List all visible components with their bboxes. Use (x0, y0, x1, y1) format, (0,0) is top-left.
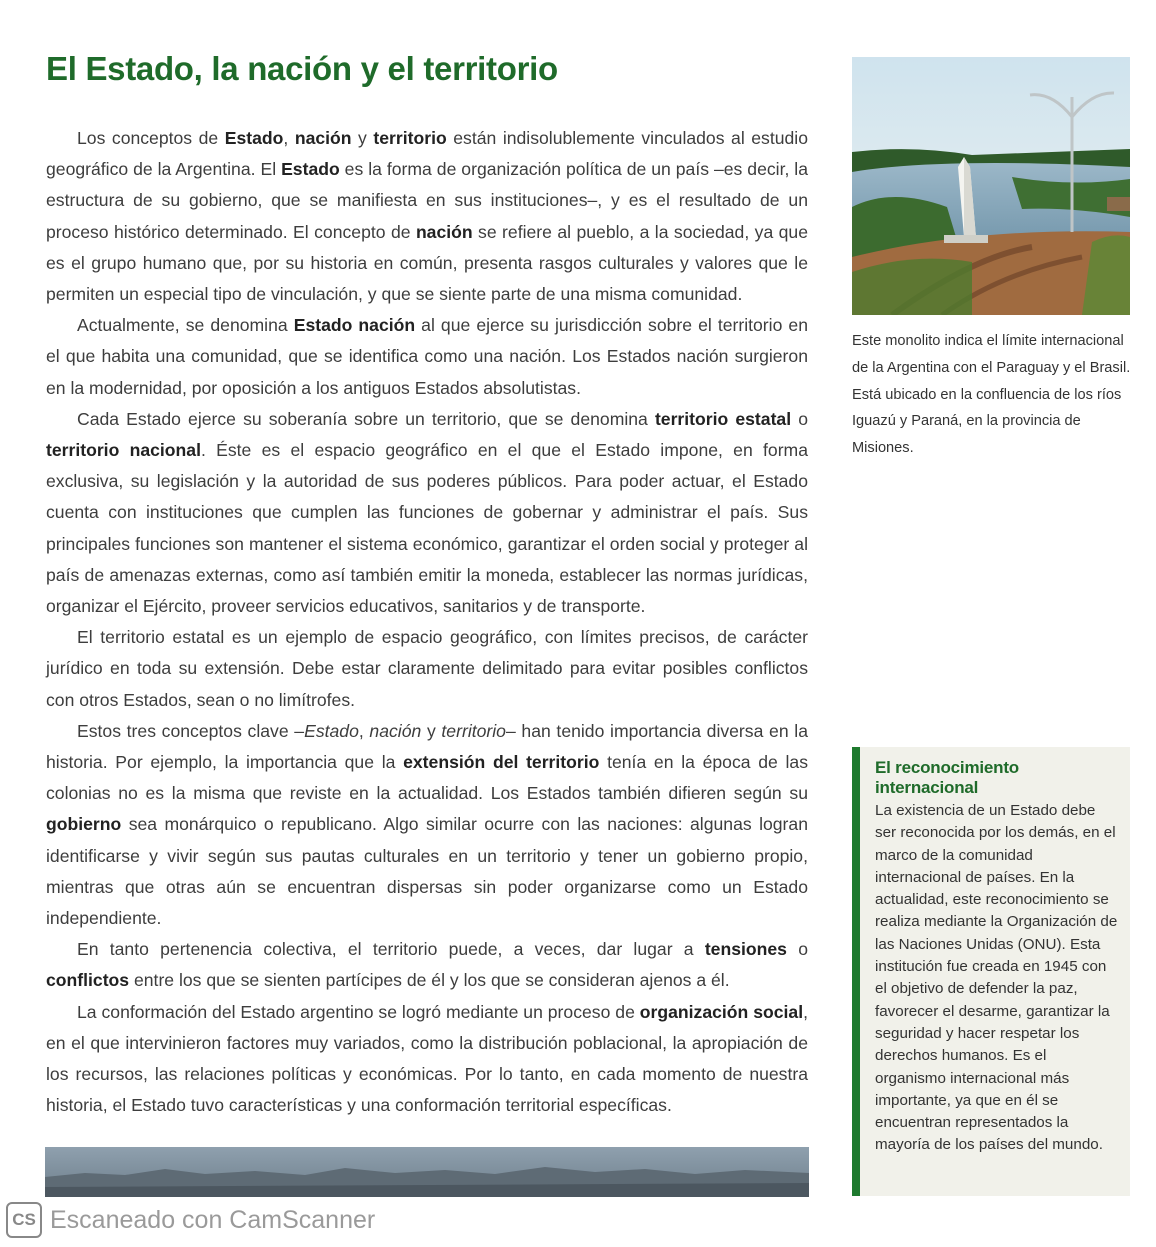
page-title: El Estado, la nación y el territorio (46, 50, 558, 87)
text-run: . Éste es el espacio geográfico en el que el Estado impone, en forma exclusiva, su legislación y la autoridad de sus poderes públicos. Para poder actuar, el Estado cuenta con instituciones que cumplen las funciones de gobernar y administrar el país. Sus principales funciones son mantener el sistema económico, garantizar el orden social y proteger al país de amenazas externas, como así también emitir la moneda, establecer las normas jurídicas, organizar el Ejército, proveer servicios educativos, sanitarios y de transporte. (46, 440, 808, 617)
body-paragraph (46, 997, 808, 1122)
text-run: Actualmente, se denomina (77, 315, 294, 336)
bold-term: organización social (639, 1001, 804, 1022)
bold-term: extensión del territorio (403, 752, 600, 773)
bold-term: conflictos (46, 970, 130, 991)
text-run: Cada Estado ejerce su soberanía sobre un territorio, que se denomina (77, 408, 655, 429)
monolith-photo (852, 57, 1130, 315)
text-run: están indisolublemente vinculados al estudio geográfico de la Argentina. El (46, 128, 808, 180)
bold-term: nación (294, 128, 352, 148)
text-run: El territorio estatal es un ejemplo de espacio geográfico, con límites precisos, de carácter jurídico en toda su extensión. Debe estar claramente delimitado para evitar posibles conflictos con otros Estados, sean o no limítrofes. (46, 627, 808, 710)
sidebar-title: El reconocimiento internacional (875, 758, 1019, 797)
watermark-text: Escaneado con CamScanner (50, 1205, 376, 1234)
text-run: entre los que se sienten partícipes de él y los que se consideran ajenos a él. (129, 970, 730, 991)
text-run: sea monárquico o republicano. Algo similar ocurre con las naciones: algunas logran identificarse y vivir según sus pautas culturales en un territorio y tener un gobierno propio, mientras que otras aún se encuentran dispersas sin poder organizarse como un Estado independiente. (46, 814, 808, 929)
city-photo (45, 1147, 809, 1197)
text-run: al que ejerce su jurisdicción sobre el territorio en el que habita una comunidad, que se identifica como una nación. Los Estados nación surgieron en la modernidad, por oposición a los antiguos Estados absolutistas. (46, 315, 808, 398)
bold-term: Estado (281, 159, 340, 180)
bold-term: Estado (224, 128, 284, 148)
text-run: – han tenido importancia diversa en la historia. Por ejemplo, la importancia que la (46, 720, 808, 773)
text-run: Estos tres conceptos clave – (77, 720, 305, 741)
text-run: , en el que intervinieron factores muy variados, como la distribución poblacional, la apropiación de los recursos, las relaciones políticas y económicas. Por lo tanto, en cada momento de nuestra historia, el Estado tuvo características y una conformación territorial específicas. (46, 1001, 808, 1116)
italic-term: nación (369, 720, 422, 741)
bold-term: nación (415, 221, 473, 242)
sidebar-box (852, 747, 1130, 1196)
text-run: Los conceptos de (77, 128, 225, 148)
italic-term: territorio (441, 720, 506, 741)
text-run: y (351, 128, 374, 148)
text-run: y (421, 720, 442, 741)
text-run: se refiere al pueblo, a la sociedad, ya que es el grupo humano que, por su historia en común, presenta rasgos culturales y valores que le permiten un especial tipo de vinculación, y que se siente parte de una misma comunidad. (46, 221, 808, 305)
text-run: , (358, 720, 370, 741)
camscanner-logo: CS (6, 1202, 42, 1238)
body-paragraph (46, 716, 808, 934)
sidebar-text: La existencia de un Estado debe ser reconocida por los demás, en el marco de la comunidad internacional de países. En la actualidad, este reconocimiento se realiza mediante la Organización de las Naciones Unidas (ONU). Esta institución fue creada en 1945 con el objetivo de defender la paz, favorecer el desarme, garantizar la seguridad y hacer respetar los derechos humanos. Es el organismo internacional más importante, ya que en él se encuentran representados la mayoría de los países del mundo. (875, 802, 1118, 1154)
bold-term: tensiones (704, 939, 787, 960)
text-run: , (283, 128, 295, 148)
text-run: o (786, 939, 808, 960)
photo-caption: Este monolito indica el límite internacional de la Argentina con el Paraguay y el Brasil. Está ubicado en la confluencia de los ríos Iguazú y Paraná, en la provincia de Misiones. (852, 333, 1131, 457)
italic-term: Estado (304, 720, 359, 741)
bold-term: territorio estatal (654, 408, 792, 429)
bold-term: territorio (373, 128, 447, 148)
text-run: En tanto pertenencia colectiva, el territorio puede, a veces, dar lugar a (77, 939, 705, 960)
bold-term: territorio nacional (46, 440, 201, 461)
body-paragraph (46, 310, 808, 404)
body-paragraph (46, 123, 808, 310)
camscanner-watermark (6, 1201, 375, 1239)
text-run: es la forma de organización política de un país –es decir, la estructura de su gobierno, que se manifiesta en sus instituciones–, y es el resultado de un proceso histórico determinado. El concepto de (46, 159, 808, 242)
text-run: La conformación del Estado argentino se logró mediante un proceso de (77, 1001, 640, 1022)
body-paragraph (46, 934, 808, 996)
bold-term: Estado nación (293, 315, 416, 336)
main-text (46, 123, 808, 1122)
body-paragraph (46, 622, 808, 716)
body-paragraph (46, 404, 808, 622)
bold-term: gobierno (46, 814, 122, 835)
text-run: tenía en la época de las colonias no es la misma que reviste en la actualidad. Los Estados también difieren según su (46, 752, 809, 804)
text-run: o (791, 408, 808, 429)
